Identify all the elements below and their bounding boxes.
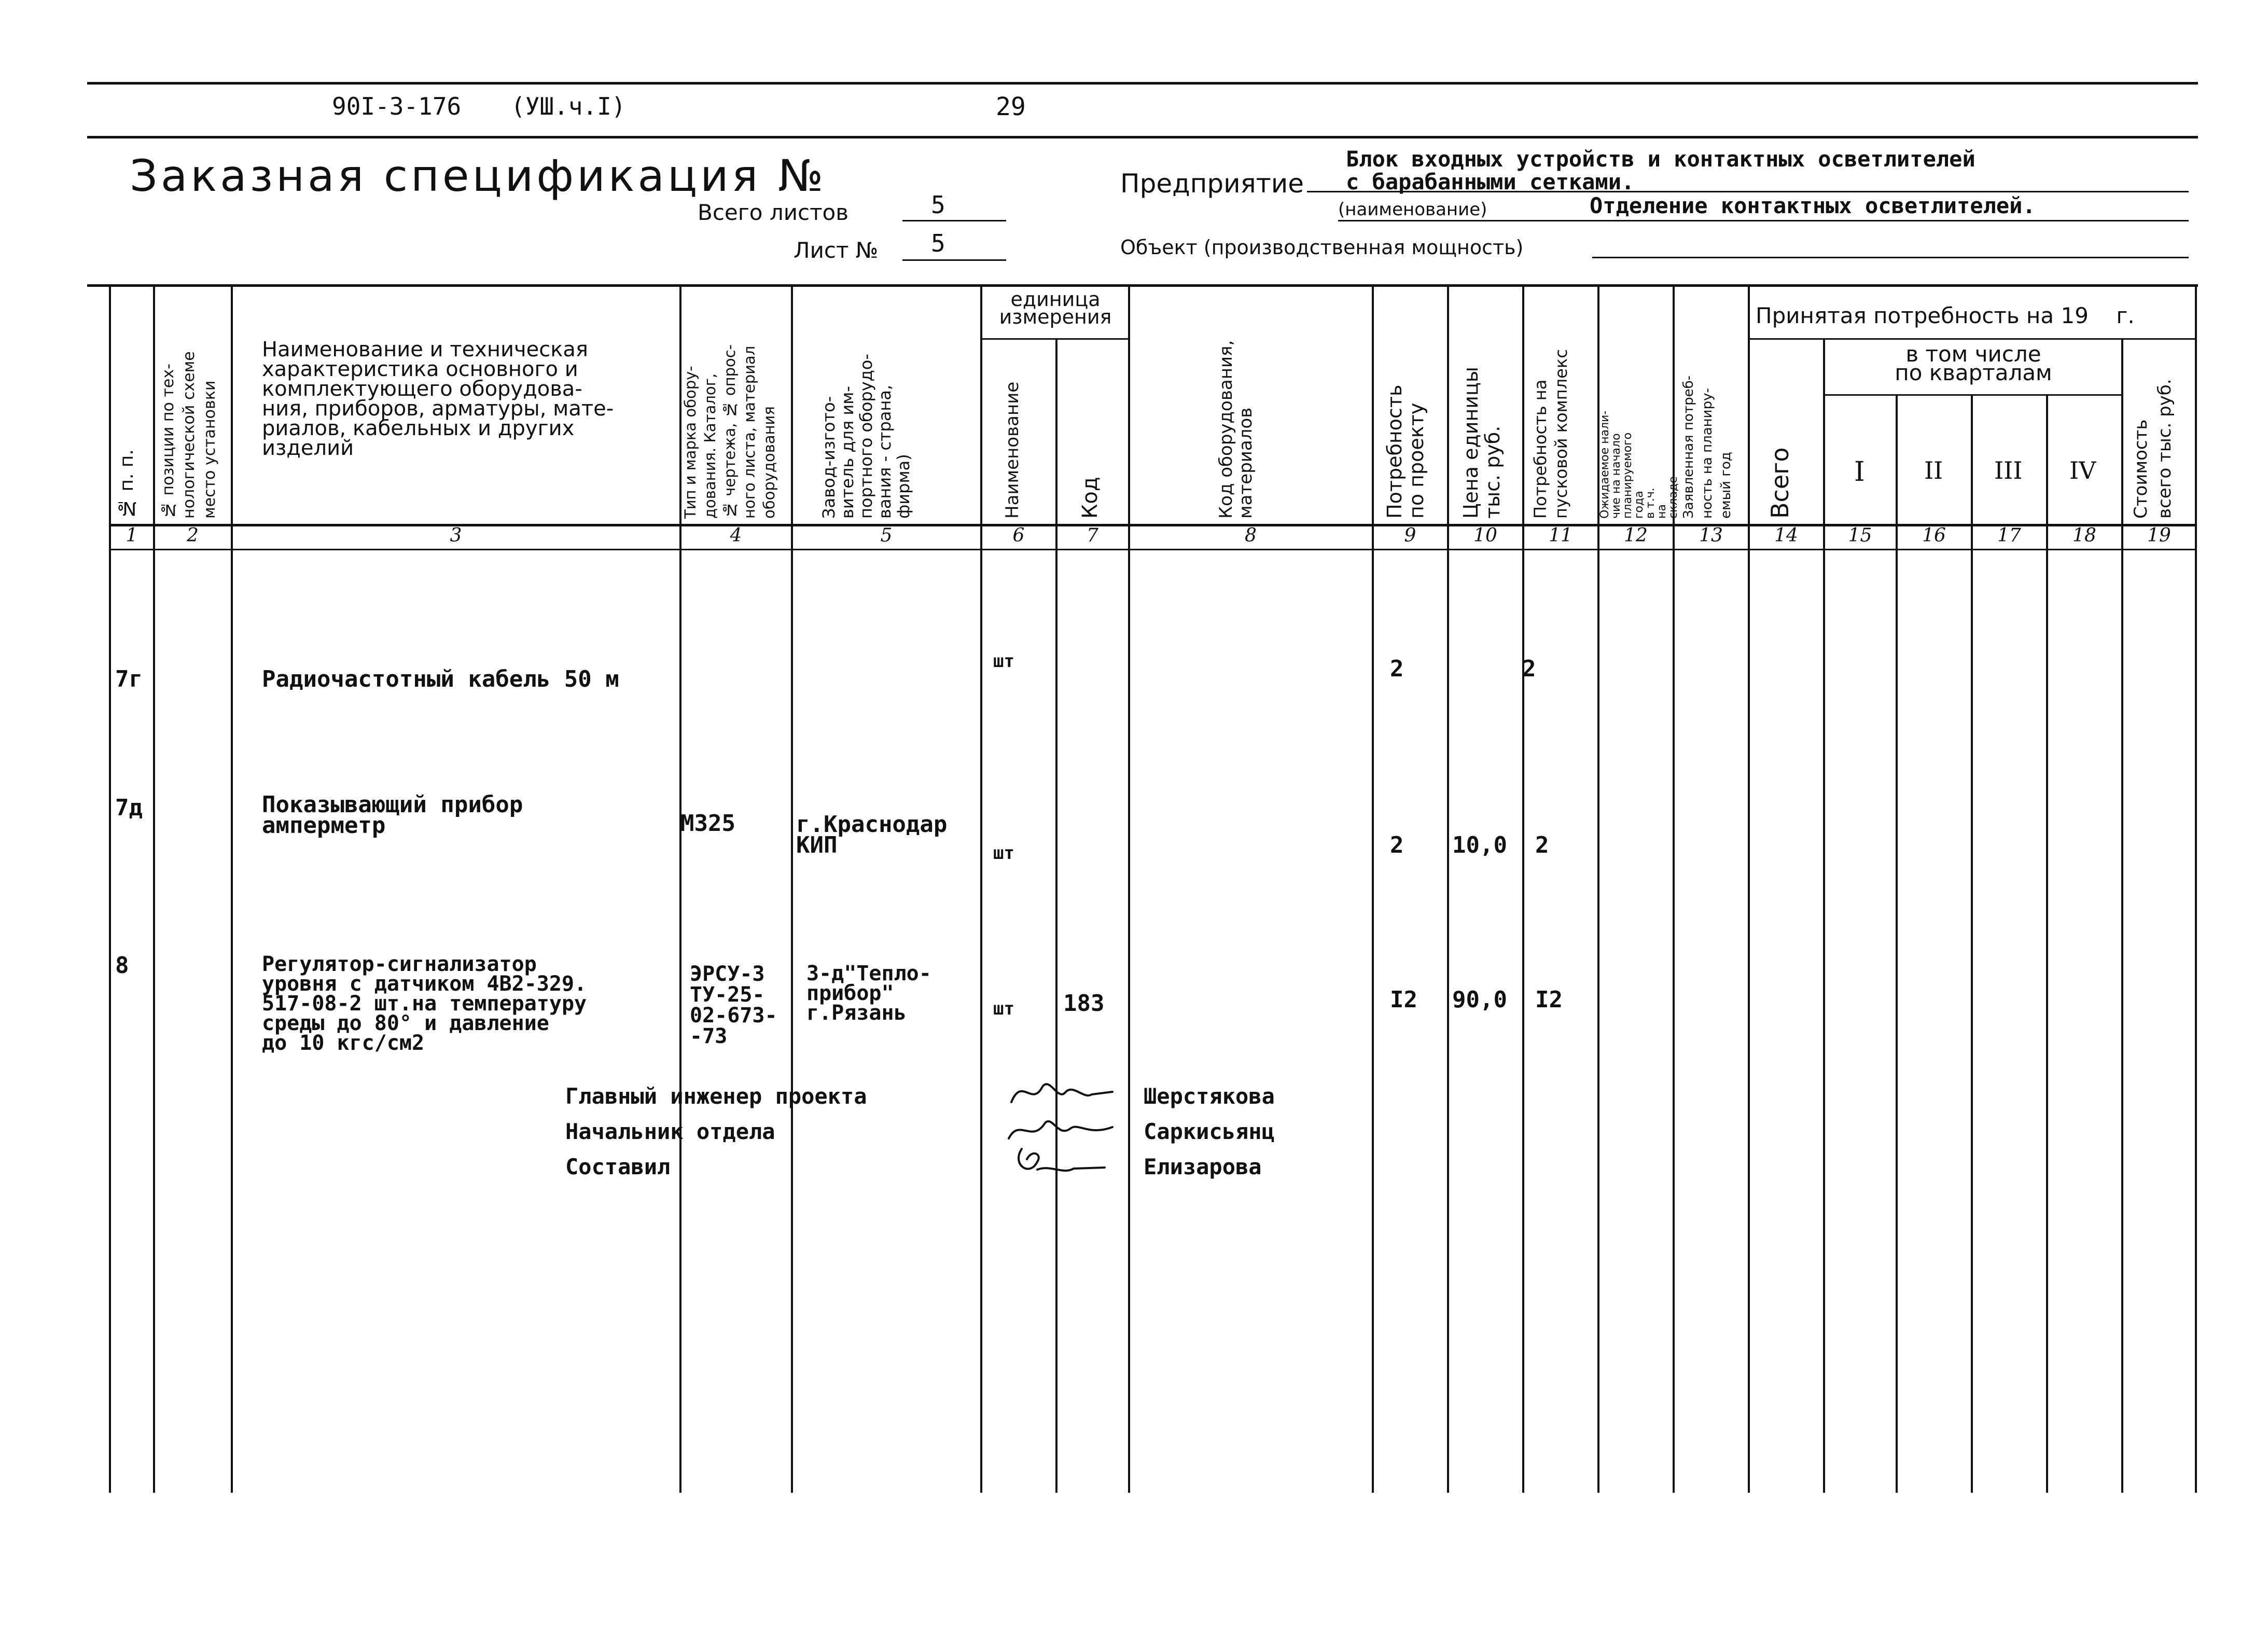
row-qty-project: 2 <box>1390 832 1404 858</box>
col-header-16: II <box>1924 456 1943 484</box>
col-header-10: Цена единицы тыс. руб. <box>1459 367 1504 519</box>
handwritten-signatures <box>1001 1071 1120 1190</box>
col-number-8: 8 <box>1245 525 1257 546</box>
col-number-10: 10 <box>1473 525 1497 546</box>
row-price: 90,0 <box>1452 987 1507 1013</box>
unit-group-header: единица измерения <box>999 288 1112 328</box>
sheet-underline <box>902 259 1006 261</box>
naming-label: (наименование) <box>1338 199 1487 220</box>
col-header-11: Потребность на пусковой комплекс <box>1530 349 1571 519</box>
col-line-6 <box>1055 340 1058 1493</box>
sheets-total-value: 5 <box>931 191 945 219</box>
col-header-19: Стоимость всего тыс. руб. <box>2131 379 2175 519</box>
accepted-group-divider <box>1748 338 2197 340</box>
row-qty-project: 2 <box>1390 656 1404 682</box>
signature-roles: Главный инженер проекта Начальник отдела Составил <box>565 1084 867 1179</box>
col-number-4: 4 <box>730 525 742 546</box>
accepted-group-header: Принятая потребность на 19 г. <box>1756 303 2135 328</box>
enterprise-label: Предприятие <box>1120 169 1304 199</box>
col-number-2: 2 <box>187 525 199 546</box>
col-line-0 <box>109 284 111 1493</box>
enterprise-value-1: Блок входных устройств и контактных осветлителей <box>1346 146 1975 172</box>
row-qty-project: I2 <box>1390 987 1417 1013</box>
row-pos: 7г <box>115 666 143 692</box>
row-price: 10,0 <box>1452 832 1507 858</box>
col-line-8 <box>1372 284 1374 1493</box>
col-line-9 <box>1447 284 1449 1493</box>
col-header-2: № позиции по тех- нологической схеме место установки <box>159 351 219 519</box>
object-underline <box>1592 257 2189 258</box>
sheet-value: 5 <box>931 229 945 257</box>
col-number-1: 1 <box>126 525 138 546</box>
col-header-15: I <box>1854 456 1865 488</box>
row-pos: 8 <box>115 952 129 979</box>
col-header-3: Наименование и техническая характеристика основного и комплектующего оборудова- ния, приборов, арматуры, мате- риалов, кабельных и других изделий <box>262 338 614 460</box>
row-name: Регулятор-сигнализатор уровня с датчиком 4В2-329. 517-08-2 шт.на температуру среды до 80° и давление до 10 кгс/см2 <box>262 952 587 1055</box>
row-maker: З-д"Тепло- прибор" г.Рязань <box>806 962 931 1025</box>
row-pos: 7д <box>115 795 143 821</box>
col-line-17 <box>2046 395 2048 1493</box>
col-line-1 <box>153 284 155 1493</box>
doc-code: 90I-3-176 <box>332 92 462 120</box>
colnum-bottom-line <box>109 549 2197 550</box>
col-header-12: Ожидаемое нали- чие на начало планируемого года в т.ч. на складе <box>1598 410 1680 519</box>
col-number-17: 17 <box>1997 525 2021 546</box>
row-maker: г.Краснодар КИП <box>796 811 948 858</box>
row-name: Радиочастотный кабель 50 м <box>262 666 619 692</box>
col-header-7: Код <box>1078 477 1102 519</box>
col-line-4 <box>791 284 793 1493</box>
col-line-16 <box>1971 395 1973 1493</box>
col-line-7 <box>1128 284 1130 1493</box>
col-header-18: IV <box>2069 456 2096 484</box>
quarters-group-header: в том числе по кварталам <box>1895 341 2052 385</box>
col-number-14: 14 <box>1774 525 1798 546</box>
quarters-group-divider <box>1823 394 2121 396</box>
top-border <box>87 82 2198 85</box>
col-number-16: 16 <box>1922 525 1946 546</box>
row-qty-start: 2 <box>1522 656 1536 682</box>
col-header-8: Код оборудования, материалов <box>1216 340 1256 519</box>
col-line-5 <box>980 284 982 1493</box>
col-number-11: 11 <box>1549 525 1573 546</box>
row-unit: шт <box>993 651 1014 672</box>
doc-part: (УШ.ч.I) <box>511 92 626 120</box>
col-header-17: III <box>1994 456 2023 484</box>
row-type: ЭРСУ-3 ТУ-25- 02-673- -73 <box>690 962 777 1048</box>
page-number: 29 <box>996 92 1026 121</box>
col-line-10 <box>1522 284 1524 1493</box>
col-number-9: 9 <box>1404 525 1416 546</box>
department: Отделение контактных осветлителей. <box>1590 193 2036 218</box>
row-code: 183 <box>1063 990 1105 1017</box>
department-underline <box>1338 220 2189 221</box>
col-header-1: № п. п. <box>116 449 137 519</box>
col-line-14 <box>1823 340 1825 1493</box>
col-number-15: 15 <box>1848 525 1872 546</box>
col-line-13 <box>1748 284 1750 1493</box>
col-number-12: 12 <box>1624 525 1648 546</box>
row-name: Показывающий прибор амперметр <box>262 791 523 839</box>
sheets-total-underline <box>902 220 1006 221</box>
col-number-5: 5 <box>880 525 893 546</box>
enterprise-underline <box>1307 191 2189 192</box>
col-header-14: Всего <box>1766 447 1794 519</box>
row-unit: шт <box>993 998 1014 1019</box>
row-type: М325 <box>680 810 735 837</box>
header-divider <box>87 136 2198 138</box>
col-number-18: 18 <box>2072 525 2096 546</box>
enterprise-value-2: с барабанными сетками. <box>1346 169 1635 195</box>
signature-names: Шерстякова Саркисьянц Елизарова <box>1144 1084 1275 1179</box>
col-header-9: Потребность по проекту <box>1383 384 1428 519</box>
object-label: Объект (производственная мощность) <box>1120 236 1524 259</box>
row-qty-start: I2 <box>1535 987 1563 1013</box>
col-line-2 <box>231 284 233 1493</box>
col-line-18 <box>2121 340 2123 1493</box>
col-header-6: Наименование <box>1002 381 1023 519</box>
spec-title: Заказная спецификация № <box>130 150 827 201</box>
unit-group-divider <box>980 338 1128 340</box>
col-number-19: 19 <box>2147 525 2171 546</box>
row-qty-start: 2 <box>1535 832 1549 858</box>
col-line-15 <box>1896 395 1898 1493</box>
col-number-7: 7 <box>1087 525 1098 546</box>
col-number-6: 6 <box>1012 525 1025 546</box>
col-header-5: Завод-изгото- витель для им- портного оборудо- вания - страна, фирма) <box>819 354 913 519</box>
col-header-13: Заявленная потреб- ность на планиру- емый год <box>1681 376 1734 519</box>
col-number-13: 13 <box>1699 525 1723 546</box>
table-top-border <box>87 284 2198 287</box>
sheets-total-label: Всего листов <box>698 200 849 225</box>
col-header-4: Тип и марка обору- дования. Каталог, № чертежа, № опрос- ного листа, материал оборудования <box>681 344 778 519</box>
col-number-3: 3 <box>450 525 462 546</box>
sheet-label: Лист № <box>794 238 879 263</box>
col-line-19 <box>2195 284 2197 1493</box>
row-unit: шт <box>993 843 1014 864</box>
